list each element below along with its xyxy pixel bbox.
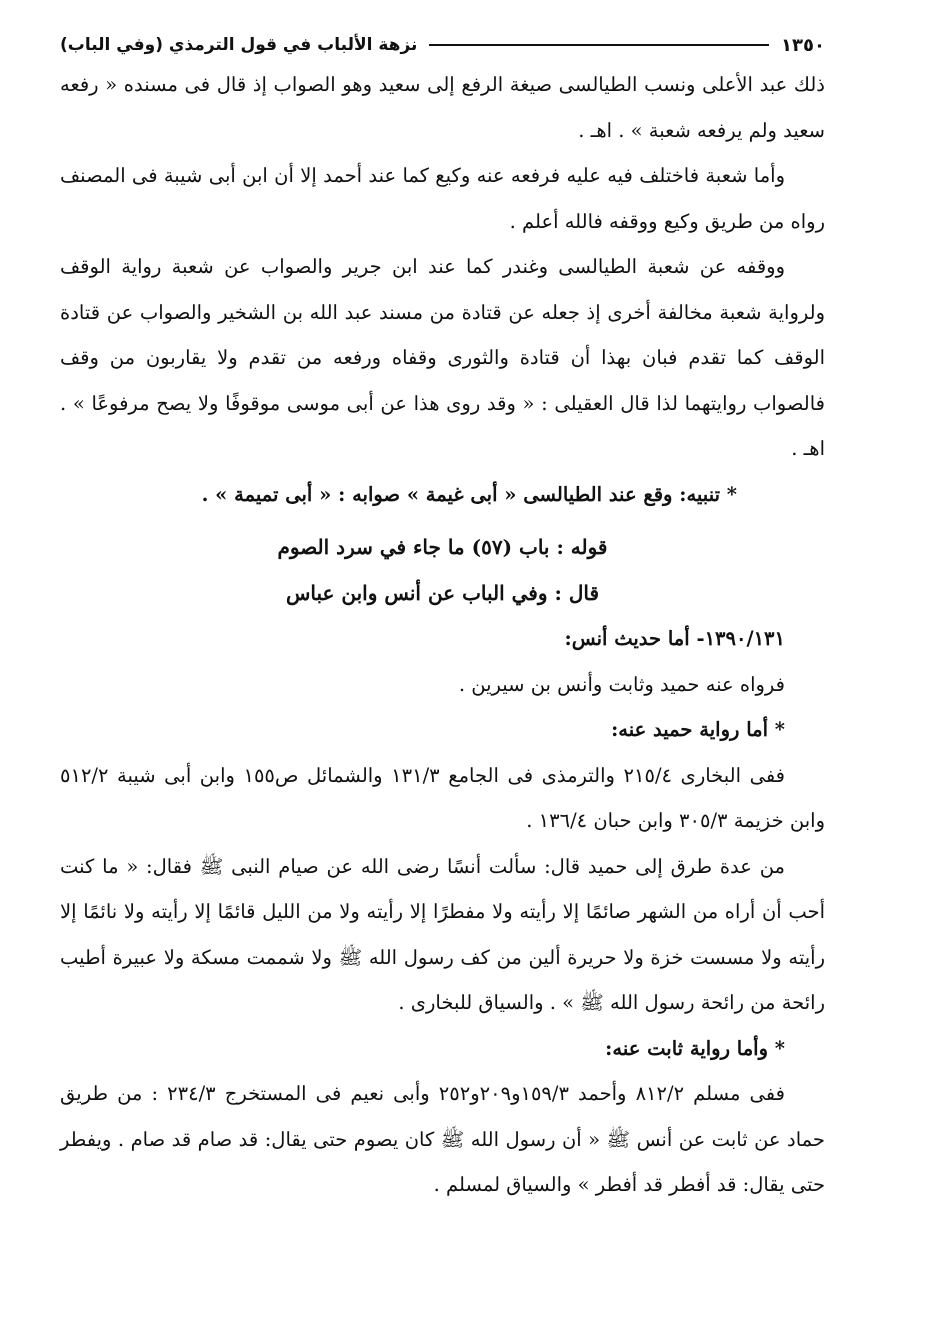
paragraph-8: ففى مسلم ٨١٢/٢ وأحمد ١٥٩/٣و٢٠٩و٢٥٢ وأبى نعيم فى المستخرج ٢٣٤/٣ : من طريق حماد عن ثابت عن أنس ﷺ « أن رسول الله ﷺ كان يصوم حتى يقال: قد صام قد صام . ويفطر حتى يقال: قد أفطر قد أفطر » والسياق لمسلم . (60, 1082, 825, 1196)
paragraph-5: فرواه عنه حميد وثابت وأنس بن سيرين . (458, 672, 785, 696)
chapter-subheading: قال : وفي الباب عن أنس وابن عباس (285, 580, 600, 605)
subheading-humaid: * أما رواية حميد عنه: (611, 718, 785, 741)
page-body (60, 62, 825, 1208)
chapter-heading-block (60, 525, 825, 616)
chapter-heading: قوله : باب (٥٧) ما جاء في سرد الصوم (277, 535, 608, 559)
paragraph-1: ذلك عبد الأعلى ونسب الطيالسى صيغة الرفع إلى سعيد وهو الصواب إذ قال فى مسنده « رفعه سعيد ولم يرفعه شعبة » . اهـ . (60, 73, 825, 142)
running-title: نزهة الألباب في قول الترمذي (وفي الباب) (60, 35, 418, 55)
hadith-number: ١٣٩٠/١٣١- أما حديث أنس: (564, 627, 785, 650)
paragraph-3: ووقفه عن شعبة الطيالسى وغندر كما عند ابن جرير والصواب عن شعبة رواية الوقف ولرواية شعبة مخالفة أخرى إذ جعله عن قتادة من مسند عبد الله بن الشخير والصواب عن قتادة الوقف كما تقدم فبان بهذا أن قتادة والثورى وقفاه ورفعه من تقدم ولا يقاربون من وقف فالصواب روايتهما لذا قال العقيلى : « وقد روى هذا عن أبى موسى موقوفًا ولا يصح مرفوعًا » . اهـ . (60, 255, 825, 460)
paragraph-2: وأما شعبة فاختلف فيه عليه فرفعه عنه وكيع كما عند أحمد إلا أن ابن أبى شيبة فى المصنف رواه من طريق وكيع ووقفه فالله أعلم . (60, 164, 825, 233)
header-rule (429, 44, 769, 46)
paragraph-7: من عدة طرق إلى حميد قال: سألت أنسًا رضى الله عن صيام النبى ﷺ فقال: « ما كنت أحب أن أراه من الشهر صائمًا إلا رأيته ولا مفطرًا إلا رأيته ولا من الليل قائمًا إلا رأيته ولا نائمًا إلا رأيته ولا مسست خزة ولا حريرة ألين من كف رسول الله ﷺ ولا شممت مسكة ولا عبيرة أطيب رائحة من رائحة رسول الله ﷺ » . والسياق للبخارى . (60, 854, 825, 1014)
note-paragraph: * تنبيه: وقع عند الطيالسى « أبى غيمة » صوابه : « أبى تميمة » . (201, 482, 737, 506)
page-header (60, 28, 825, 62)
subheading-thabit: * وأما رواية ثابت عنه: (605, 1036, 785, 1060)
page-number: ١٣٥٠ (781, 34, 825, 56)
paragraph-6: ففى البخارى ٢١٥/٤ والترمذى فى الجامع ١٣١/٣ والشمائل ص١٥٥ وابن أبى شيبة ٥١٢/٢ وابن خزيمة ٣٠٥/٣ وابن حبان ١٣٦/٤ . (60, 763, 825, 832)
document-page (60, 28, 825, 1208)
